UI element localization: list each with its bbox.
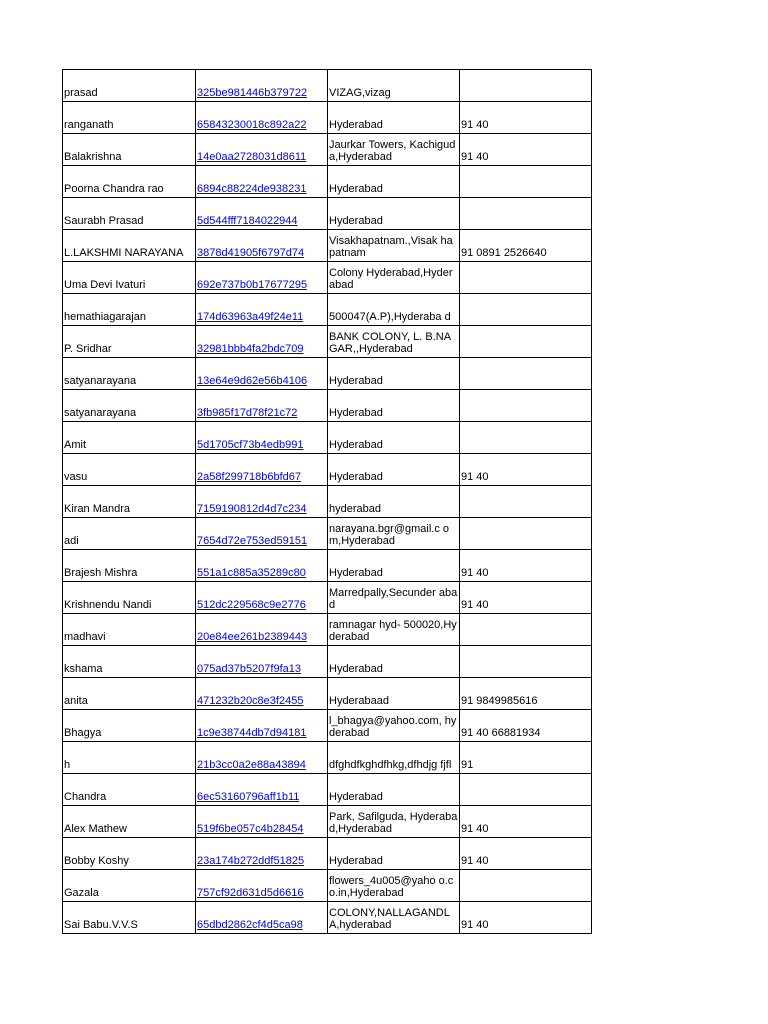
- contact-id-link[interactable]: 6ec53160796aff1b11: [197, 791, 300, 803]
- contact-id-link[interactable]: 471232b20c8e3f2455: [197, 695, 304, 707]
- contact-name-cell: [63, 230, 196, 262]
- contact-address: VIZAG,vizag: [329, 87, 391, 99]
- table-row: [63, 710, 592, 742]
- contacts-table: [62, 69, 592, 934]
- contact-phone-cell: [460, 902, 592, 934]
- contact-name-cell: [63, 326, 196, 358]
- contact-address-cell: [328, 390, 460, 422]
- contact-phone: 91 40: [461, 599, 489, 611]
- contact-name: prasad: [64, 87, 98, 99]
- table-row: [63, 902, 592, 934]
- contact-address-cell: [328, 422, 460, 454]
- contact-address-cell: [328, 102, 460, 134]
- contact-name-cell: [63, 262, 196, 294]
- contact-address-cell: [328, 838, 460, 870]
- contact-name-cell: [63, 454, 196, 486]
- contact-phone: 91 40: [461, 151, 489, 163]
- contact-id-link[interactable]: 5d544fff7184022944: [197, 215, 298, 227]
- contact-id-link-cell: [196, 102, 328, 134]
- contact-address: Colony Hyderabad,Hyderabad: [329, 267, 453, 291]
- table-row: [63, 198, 592, 230]
- contact-address: Hyderabad: [329, 215, 383, 227]
- contact-name: Alex Mathew: [64, 823, 127, 835]
- contact-address: dfghdfkghdfhkg,dfhdjg fjfl: [329, 759, 452, 771]
- contact-id-link-cell: [196, 614, 328, 646]
- contact-phone-cell: [460, 870, 592, 902]
- table-row: [63, 70, 592, 102]
- contact-phone-cell: [460, 134, 592, 166]
- contact-address-cell: [328, 774, 460, 806]
- contact-address-cell: [328, 326, 460, 358]
- contact-address-cell: [328, 518, 460, 550]
- contact-name-cell: [63, 358, 196, 390]
- contact-phone-cell: [460, 70, 592, 102]
- contact-address-cell: [328, 358, 460, 390]
- contact-id-link[interactable]: 512dc229568c9e2776: [197, 599, 306, 611]
- contact-phone: 91 40 66881934: [461, 727, 541, 739]
- contact-phone-cell: [460, 422, 592, 454]
- contact-address-cell: [328, 198, 460, 230]
- contact-phone: 91 40: [461, 567, 489, 579]
- contact-name: madhavi: [64, 631, 106, 643]
- contact-phone-cell: [460, 614, 592, 646]
- contact-id-link[interactable]: 65dbd2862cf4d5ca98: [197, 919, 303, 931]
- contact-address: narayana.bgr@gmail.c om,Hyderabad: [329, 523, 450, 547]
- table-row: [63, 390, 592, 422]
- contact-phone: 91: [461, 759, 474, 771]
- contact-id-link[interactable]: 519f6be057c4b28454: [197, 823, 304, 835]
- contact-phone: 91 40: [461, 119, 489, 131]
- contact-id-link[interactable]: 325be981446b379722: [197, 87, 308, 99]
- contact-name: P. Sridhar: [64, 343, 112, 355]
- contact-name: ranganath: [64, 119, 114, 131]
- contact-address: Hyderabad: [329, 855, 383, 867]
- contact-id-link-cell: [196, 806, 328, 838]
- contact-address: COLONY,NALLAGANDL A,hyderabad: [329, 907, 450, 931]
- contact-name: Chandra: [64, 791, 107, 803]
- table-row: [63, 230, 592, 262]
- contact-phone: 91 40: [461, 823, 489, 835]
- contact-phone-cell: [460, 198, 592, 230]
- contact-address-cell: [328, 678, 460, 710]
- contact-name-cell: [63, 582, 196, 614]
- contact-id-link-cell: [196, 390, 328, 422]
- contact-address: Hyderabaad: [329, 695, 389, 707]
- contact-id-link-cell: [196, 230, 328, 262]
- contact-phone-cell: [460, 166, 592, 198]
- contact-address-cell: [328, 454, 460, 486]
- contact-name-cell: [63, 774, 196, 806]
- table-row: [63, 134, 592, 166]
- contact-phone: 91 9849985616: [461, 695, 538, 707]
- table-row: [63, 422, 592, 454]
- table-row: [63, 102, 592, 134]
- contact-id-link-cell: [196, 902, 328, 934]
- contact-name: Bhagya: [64, 727, 102, 739]
- contact-address-cell: [328, 646, 460, 678]
- contact-address: hyderabad: [329, 503, 381, 515]
- contact-name-cell: [63, 838, 196, 870]
- table-row: [63, 294, 592, 326]
- contact-id-link-cell: [196, 678, 328, 710]
- contacts-table-body: [63, 70, 592, 934]
- contact-phone-cell: [460, 486, 592, 518]
- contact-phone: 91 0891 2526640: [461, 247, 547, 259]
- table-row: [63, 518, 592, 550]
- contact-id-link-cell: [196, 518, 328, 550]
- contact-name: Uma Devi Ivaturi: [64, 279, 146, 291]
- table-row: [63, 358, 592, 390]
- contact-name: Brajesh Mishra: [64, 567, 138, 579]
- contact-phone-cell: [460, 358, 592, 390]
- contact-id-link-cell: [196, 134, 328, 166]
- contact-id-link-cell: [196, 422, 328, 454]
- contact-name-cell: [63, 134, 196, 166]
- contact-address: Visakhapatnam.,Visak hapatnam: [329, 235, 453, 259]
- contact-name: vasu: [64, 471, 88, 483]
- contact-name: L.LAKSHMI NARAYANA: [64, 247, 184, 259]
- contact-phone: 91 40: [461, 855, 489, 867]
- contact-address: l_bhagya@yahoo.com, hyderabad: [329, 715, 457, 739]
- contact-id-link[interactable]: 20e84ee261b2389443: [197, 631, 308, 643]
- contact-address: Hyderabad: [329, 439, 383, 451]
- contact-address: Hyderabad: [329, 119, 383, 131]
- contact-address-cell: [328, 262, 460, 294]
- contact-name-cell: [63, 646, 196, 678]
- table-row: [63, 806, 592, 838]
- contact-id-link[interactable]: 6894c88224de938231: [197, 183, 307, 195]
- contact-phone-cell: [460, 774, 592, 806]
- contact-id-link[interactable]: 13e64e9d62e56b4106: [197, 375, 308, 387]
- contact-id-link[interactable]: 32981bbb4fa2bdc709: [197, 343, 304, 355]
- contact-name-cell: [63, 102, 196, 134]
- table-row: [63, 454, 592, 486]
- contact-address: flowers_4u005@yaho o.co.in,Hyderabad: [329, 875, 454, 899]
- contact-id-link[interactable]: 075ad37b5207f9fa13: [197, 663, 301, 675]
- contact-id-link-cell: [196, 870, 328, 902]
- contact-phone: 91 40: [461, 471, 489, 483]
- contact-address: Hyderabad: [329, 791, 383, 803]
- contact-address-cell: [328, 550, 460, 582]
- contact-address-cell: [328, 134, 460, 166]
- contact-address-cell: [328, 486, 460, 518]
- table-row: [63, 262, 592, 294]
- contact-name-cell: [63, 710, 196, 742]
- contact-address-cell: [328, 870, 460, 902]
- table-row: [63, 774, 592, 806]
- contact-address-cell: [328, 230, 460, 262]
- contact-address-cell: [328, 614, 460, 646]
- contact-id-link[interactable]: 174d63963a49f24e11: [197, 311, 304, 323]
- contact-id-link-cell: [196, 486, 328, 518]
- contact-address: Hyderabad: [329, 183, 383, 195]
- contact-id-link-cell: [196, 646, 328, 678]
- table-row: [63, 742, 592, 774]
- contact-name-cell: [63, 550, 196, 582]
- contact-name: Poorna Chandra rao: [64, 183, 164, 195]
- contact-name: Bobby Koshy: [64, 855, 129, 867]
- contact-name: satyanarayana: [64, 407, 137, 419]
- contact-name: anita: [64, 695, 88, 707]
- contact-name: Amit: [64, 439, 86, 451]
- contact-phone-cell: [460, 550, 592, 582]
- contact-phone-cell: [460, 518, 592, 550]
- table-row: [63, 678, 592, 710]
- contact-id-link-cell: [196, 166, 328, 198]
- contact-name-cell: [63, 614, 196, 646]
- contact-id-link-cell: [196, 710, 328, 742]
- contact-name-cell: [63, 742, 196, 774]
- contact-address-cell: [328, 710, 460, 742]
- contact-address: BANK COLONY, L. B.NAGAR,,Hyderabad: [329, 331, 452, 355]
- contact-name-cell: [63, 902, 196, 934]
- contact-name: Krishnendu Nandi: [64, 599, 152, 611]
- contact-id-link-cell: [196, 198, 328, 230]
- contact-address: Hyderabad: [329, 567, 383, 579]
- contact-phone-cell: [460, 838, 592, 870]
- contact-id-link[interactable]: 551a1c885a35289c80: [197, 567, 306, 579]
- contact-address: Hyderabad: [329, 375, 383, 387]
- contact-address-cell: [328, 902, 460, 934]
- contact-name-cell: [63, 486, 196, 518]
- table-row: [63, 870, 592, 902]
- contact-id-link[interactable]: 5d1705cf73b4edb991: [197, 439, 304, 451]
- contact-id-link[interactable]: 3fb985f17d78f21c72: [197, 407, 298, 419]
- contact-id-link[interactable]: 1c9e38744db7d94181: [197, 727, 307, 739]
- contact-name-cell: [63, 198, 196, 230]
- contact-address-cell: [328, 582, 460, 614]
- contact-id-link-cell: [196, 454, 328, 486]
- table-row: [63, 326, 592, 358]
- contact-name-cell: [63, 518, 196, 550]
- contact-address: ramnagar hyd- 500020,Hyderabad: [329, 619, 457, 643]
- contact-address: Hyderabad: [329, 407, 383, 419]
- contact-name: Balakrishna: [64, 151, 122, 163]
- contact-name-cell: [63, 294, 196, 326]
- contact-id-link[interactable]: 21b3cc0a2e88a43894: [197, 759, 306, 771]
- contact-id-link-cell: [196, 294, 328, 326]
- contact-name-cell: [63, 806, 196, 838]
- contact-address-cell: [328, 166, 460, 198]
- contact-phone: 91 40: [461, 919, 489, 931]
- contact-name: Kiran Mandra: [64, 503, 131, 515]
- contact-id-link[interactable]: 23a174b272ddf51825: [197, 855, 305, 867]
- contact-id-link-cell: [196, 742, 328, 774]
- contact-id-link-cell: [196, 838, 328, 870]
- contact-address: Jaurkar Towers, Kachiguda,Hyderabad: [329, 139, 456, 163]
- contact-name-cell: [63, 422, 196, 454]
- contact-id-link[interactable]: 14e0aa2728031d8611: [197, 151, 307, 163]
- table-row: [63, 486, 592, 518]
- contact-id-link-cell: [196, 774, 328, 806]
- contact-name-cell: [63, 70, 196, 102]
- contact-name: Sai Babu.V.V.S: [64, 919, 138, 931]
- contact-name: h: [64, 759, 71, 771]
- contact-phone-cell: [460, 326, 592, 358]
- table-row: [63, 646, 592, 678]
- contact-phone-cell: [460, 390, 592, 422]
- contact-name-cell: [63, 166, 196, 198]
- table-row: [63, 614, 592, 646]
- contact-address: Park, Safilguda, Hyderabad,Hyderabad: [329, 811, 458, 835]
- contact-phone-cell: [460, 102, 592, 134]
- contact-name: kshama: [64, 663, 103, 675]
- contact-phone-cell: [460, 230, 592, 262]
- contact-address: Hyderabad: [329, 471, 383, 483]
- contact-id-link[interactable]: 692e737b0b17677295: [197, 279, 308, 291]
- contact-phone-cell: [460, 646, 592, 678]
- contact-id-link[interactable]: 2a58f299718b6bfd67: [197, 471, 301, 483]
- contact-id-link-cell: [196, 70, 328, 102]
- contact-address-cell: [328, 742, 460, 774]
- contact-address: Hyderabad: [329, 663, 383, 675]
- contact-address-cell: [328, 70, 460, 102]
- contact-name: Gazala: [64, 887, 99, 899]
- contact-id-link[interactable]: 3878d41905f6797d74: [197, 247, 305, 259]
- contact-id-link-cell: [196, 550, 328, 582]
- contact-address-cell: [328, 806, 460, 838]
- contact-phone-cell: [460, 294, 592, 326]
- table-row: [63, 838, 592, 870]
- contact-id-link[interactable]: 7654d72e753ed59151: [197, 535, 308, 547]
- contact-id-link-cell: [196, 262, 328, 294]
- contact-id-link-cell: [196, 358, 328, 390]
- contact-phone-cell: [460, 454, 592, 486]
- contact-phone-cell: [460, 262, 592, 294]
- contact-name: satyanarayana: [64, 375, 137, 387]
- contact-address-cell: [328, 294, 460, 326]
- contact-name-cell: [63, 870, 196, 902]
- contact-name: hemathiagarajan: [64, 311, 146, 323]
- contact-phone-cell: [460, 582, 592, 614]
- contact-phone-cell: [460, 710, 592, 742]
- contact-id-link[interactable]: 757cf92d631d5d6616: [197, 887, 304, 899]
- contact-phone-cell: [460, 742, 592, 774]
- contact-id-link-cell: [196, 326, 328, 358]
- table-row: [63, 550, 592, 582]
- contact-id-link[interactable]: 65843230018c892a22: [197, 119, 307, 131]
- contact-name-cell: [63, 678, 196, 710]
- contact-name-cell: [63, 390, 196, 422]
- contact-phone-cell: [460, 806, 592, 838]
- contact-name: adi: [64, 535, 79, 547]
- contact-phone-cell: [460, 678, 592, 710]
- contact-id-link-cell: [196, 582, 328, 614]
- contact-id-link[interactable]: 7159190812d4d7c234: [197, 503, 307, 515]
- contact-address: 500047(A.P),Hyderaba d: [329, 311, 451, 323]
- table-row: [63, 166, 592, 198]
- contact-name: Saurabh Prasad: [64, 215, 144, 227]
- contact-address: Marredpally,Secunder abad: [329, 587, 458, 611]
- table-row: [63, 582, 592, 614]
